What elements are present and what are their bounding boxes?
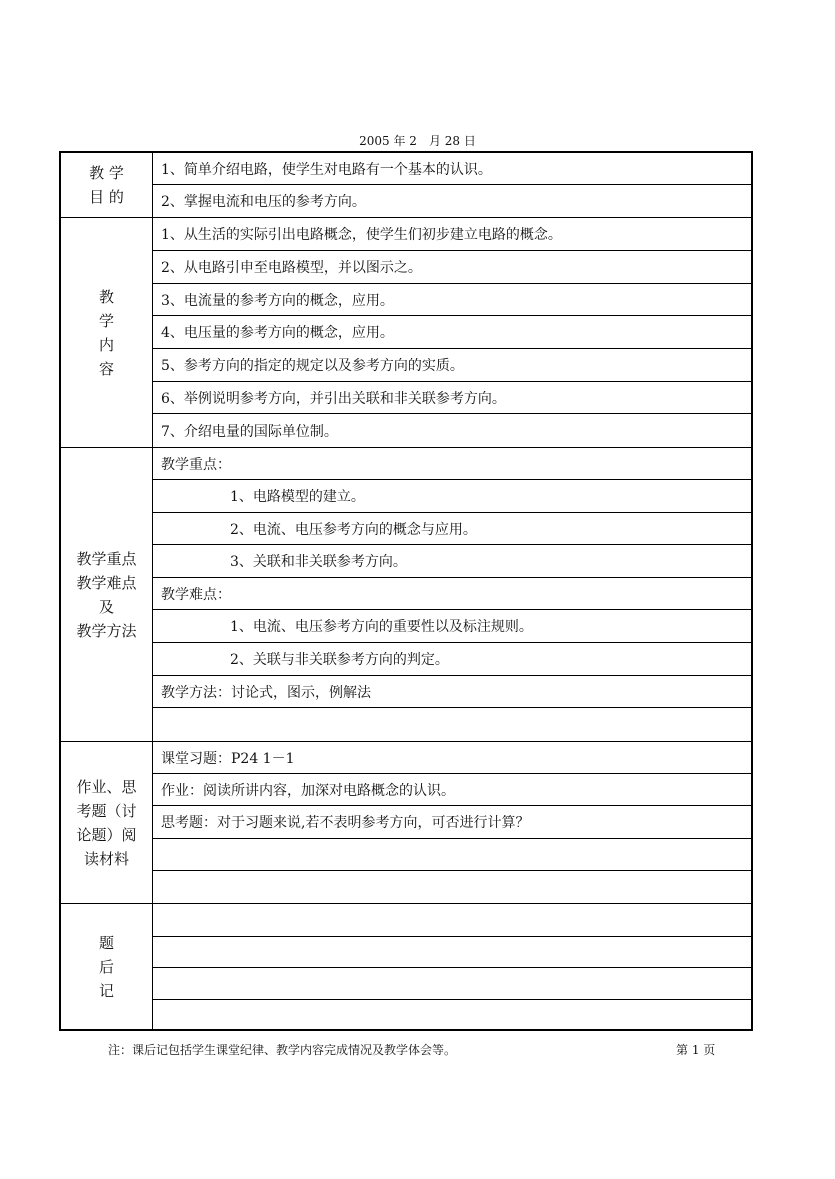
methods-item: 2、电流、电压参考方向的概念与应用。 bbox=[153, 513, 751, 545]
methods-item: 1、电流、电压参考方向的重要性以及标注规则。 bbox=[153, 610, 751, 643]
afterword-blank-line bbox=[153, 904, 751, 937]
lesson-date: 2005 年 2 月 28 日 bbox=[359, 134, 476, 148]
afterword-blank-line bbox=[153, 968, 751, 1000]
homework-item: 思考题：对于习题来说,若不表明参考方向，可否进行计算？ bbox=[153, 806, 751, 839]
homework-label: 作业、思 考题（讨 论题）阅 读材料 bbox=[61, 742, 153, 903]
lesson-plan-table bbox=[59, 151, 753, 1031]
content-item: 5、参考方向的指定的规定以及参考方向的实质。 bbox=[153, 349, 751, 382]
afterword-blank-line bbox=[153, 1000, 751, 1029]
methods-heading-keypoints: 教学重点： bbox=[153, 448, 751, 480]
methods-blank-line bbox=[153, 708, 751, 741]
homework-item: 课堂习题：P24 1－1 bbox=[153, 742, 751, 774]
objectives-label: 教 学 目 的 bbox=[61, 153, 153, 217]
objective-item: 1、简单介绍电路，使学生对电路有一个基本的认识。 bbox=[153, 153, 751, 185]
content-item: 7、介绍电量的国际单位制。 bbox=[161, 423, 338, 440]
afterword-blank-line bbox=[153, 937, 751, 968]
content-item: 4、电压量的参考方向的概念，应用。 bbox=[153, 316, 751, 349]
content-label: 教 学 内 容 bbox=[61, 218, 153, 447]
content-item: 6、举例说明参考方向，并引出关联和非关联参考方向。 bbox=[153, 382, 751, 414]
methods-label: 教学重点 教学难点 及 教学方法 bbox=[61, 448, 153, 741]
page-number: 第 1 页 bbox=[676, 1043, 716, 1057]
methods-item: 3、关联和非关联参考方向。 bbox=[153, 545, 751, 578]
content-item: 3、电流量的参考方向的概念，应用。 bbox=[153, 284, 751, 316]
methods-heading-difficulties: 教学难点： bbox=[153, 578, 751, 610]
methods-teaching-method: 教学方法：讨论式，图示，例解法 bbox=[153, 676, 751, 708]
afterword-label: 题 后 记 bbox=[61, 904, 153, 1029]
homework-item: 作业：阅读所讲内容，加深对电路概念的认识。 bbox=[153, 774, 751, 806]
content-item: 1、从生活的实际引出电路概念，使学生们初步建立电路的概念。 bbox=[153, 218, 751, 251]
methods-item: 1、电路模型的建立。 bbox=[153, 480, 751, 513]
homework-blank-line bbox=[153, 839, 751, 871]
footer-note: 注：课后记包括学生课堂纪律、教学内容完成情况及教学体会等。 bbox=[108, 1043, 457, 1057]
methods-item: 2、关联与非关联参考方向的判定。 bbox=[153, 643, 751, 676]
objective-item: 2、掌握电流和电压的参考方向。 bbox=[161, 194, 366, 210]
homework-blank-line bbox=[153, 871, 751, 903]
content-item: 2、从电路引申至电路模型，并以图示之。 bbox=[153, 251, 751, 284]
